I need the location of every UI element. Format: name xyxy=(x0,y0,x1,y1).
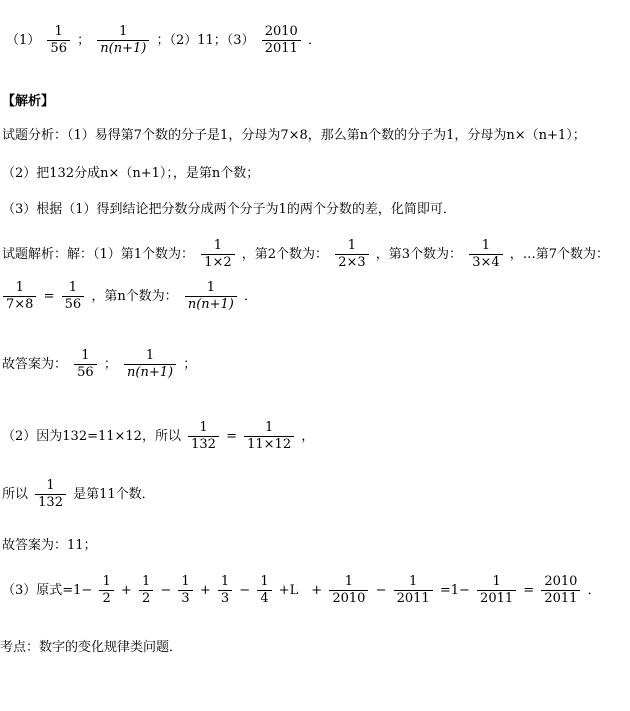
fraction: $\frac{1}{7\times 8}$ xyxy=(3,280,36,313)
solution-line-7: （3）原式=1− $\frac{1}{2}$ + $\frac{1}{2}$ − $\frac{1}{3}$ + $\frac{1}{3}$ − $\frac{1}{4}$ +L + $\frac{1}{2010}$ − $\frac{1}{2011}$ =1− $\frac{1}{2011}$ = $\frac{2010}{2011}$ ． xyxy=(2,574,601,606)
solution-line-3: 故答案为： $\frac{1}{56}$ ； $\frac{1}{n(n+1)}$ ； xyxy=(2,348,197,380)
analysis-line-2: （2）把132分成n×（n+1）；，是第n个数； xyxy=(2,166,260,181)
fraction: $\frac{1}{3}$ xyxy=(178,574,192,607)
solution-line-5: 所以 $\frac{1}{132}$ 是第11个数． xyxy=(2,478,155,510)
fraction: $\frac{1}{11\times 12}$ xyxy=(244,420,294,453)
analysis-line-3: （3）根据（1）得到结论把分数分成两个分子为1的两个分数的差，化简即可． xyxy=(2,202,456,217)
fraction: $\frac{1}{4}$ xyxy=(257,574,271,607)
answer-line: （1） $\frac{1}{56}$ ； $\frac{1}{n(n+1)}$ ；（2）11；（3） $\frac{2010}{2011}$ ． xyxy=(6,24,321,56)
fraction: $\frac{1}{56}$ xyxy=(47,24,70,57)
fraction: $\frac{1}{3\times 4}$ xyxy=(469,238,502,271)
fraction: $\frac{2010}{2011}$ xyxy=(262,24,301,57)
solution-line-6: 故答案为：11； xyxy=(2,538,97,553)
solution-line-4: （2）因为132=11×12，所以 $\frac{1}{132}$ = $\frac{1}{11\times 12}$ ， xyxy=(2,420,315,452)
fraction: $\frac{1}{2\times 3}$ xyxy=(335,238,368,271)
fraction: $\frac{1}{2}$ xyxy=(99,574,113,607)
fraction: $\frac{1}{3}$ xyxy=(218,574,232,607)
fraction: $\frac{1}{132}$ xyxy=(35,478,66,511)
analysis-title: 【解析】 xyxy=(2,94,55,109)
fraction: $\frac{1}{2}$ xyxy=(139,574,153,607)
fraction: $\frac{2010}{2011}$ xyxy=(541,574,580,607)
fraction: $\frac{1}{2010}$ xyxy=(329,574,368,607)
fraction: $\frac{1}{n(n+1)}$ xyxy=(185,280,237,313)
fraction: $\frac{1}{56}$ xyxy=(74,348,97,381)
fraction: $\frac{1}{132}$ xyxy=(188,420,219,453)
fraction: $\frac{1}{n(n+1)}$ xyxy=(124,348,176,381)
fraction: $\frac{1}{n(n+1)}$ xyxy=(97,24,149,57)
kaodian-line: 考点：数字的变化规律类问题． xyxy=(0,640,183,655)
fraction: $\frac{1}{56}$ xyxy=(62,280,85,313)
fraction: $\frac{1}{1\times 2}$ xyxy=(201,238,234,271)
fraction: $\frac{1}{2011}$ xyxy=(394,574,433,607)
analysis-line-1: 试题分析：（1）易得第7个数的分子是1，分母为7×8，那么第n个数的分子为1，分母为n×（n+1）； xyxy=(2,128,586,143)
fraction: $\frac{1}{2011}$ xyxy=(477,574,516,607)
solution-line-1: 试题解析：解：（1）第1个数为： $\frac{1}{1\times 2}$ ，第2个数为： $\frac{1}{2\times 3}$ ，第3个数为： $\frac{1}{3\times 4}$ ，…第7个数为： xyxy=(2,238,610,270)
solution-line-2: $\frac{1}{7\times 8}$ = $\frac{1}{56}$ ，第n个数为： $\frac{1}{n(n+1)}$ ． xyxy=(0,280,257,313)
